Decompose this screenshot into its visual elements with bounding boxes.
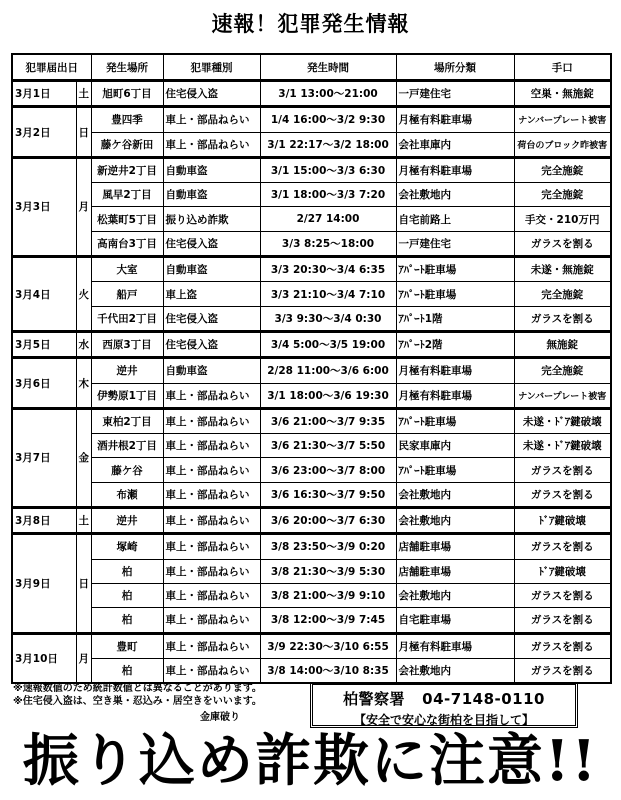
- method-cell: 未遂・ﾄﾞｱ鍵破壊: [514, 434, 611, 458]
- method-cell: ガラスを割る: [514, 231, 611, 256]
- place-cell: 風早2丁目: [91, 183, 163, 207]
- report-date: 3月3日: [12, 157, 76, 256]
- method-cell: 完全施錠: [514, 183, 611, 207]
- crime-type-cell: 自動車盗: [163, 157, 260, 182]
- crime-type-cell: 車上・部品ねらい: [163, 458, 260, 482]
- time-cell: 3/3 9:30～3/4 0:30: [260, 306, 396, 331]
- place-cell: 東柏2丁目: [91, 408, 163, 433]
- time-cell: 3/6 20:00～3/7 6:30: [260, 508, 396, 534]
- table-row: [12, 633, 611, 658]
- method-cell: 手交・210万円: [514, 207, 611, 231]
- location-cell: 会社敷地内: [396, 508, 514, 534]
- method-cell: 完全施錠: [514, 358, 611, 383]
- location-cell: ｱﾊﾟｰﾄ駐車場: [396, 257, 514, 282]
- crime-type-cell: 車上・部品ねらい: [163, 559, 260, 583]
- table-row: [12, 534, 611, 559]
- police-contact-box: [310, 682, 578, 728]
- report-date: 3月2日: [12, 107, 76, 158]
- table-row: [12, 231, 611, 256]
- time-cell: 3/3 20:30～3/4 6:35: [260, 257, 396, 282]
- time-cell: 3/1 18:00～3/6 19:30: [260, 383, 396, 408]
- location-cell: ｱﾊﾟｰﾄ1階: [396, 306, 514, 331]
- method-cell: 完全施錠: [514, 157, 611, 182]
- crime-type-cell: 車上・部品ねらい: [163, 508, 260, 534]
- location-cell: 一戸建住宅: [396, 231, 514, 256]
- report-weekday: 月: [76, 157, 91, 256]
- location-cell: 月極有料駐車場: [396, 383, 514, 408]
- report-weekday: 金: [76, 408, 91, 507]
- place-cell: 旭町6丁目: [91, 81, 163, 107]
- report-date: 3月8日: [12, 508, 76, 534]
- location-cell: ｱﾊﾟｰﾄ2階: [396, 331, 514, 357]
- method-cell: 無施錠: [514, 331, 611, 357]
- report-weekday: 日: [76, 534, 91, 633]
- header-method: 手口: [514, 54, 611, 81]
- crime-type-cell: 車上・部品ねらい: [163, 534, 260, 559]
- crime-type-cell: 住宅侵入盗: [163, 231, 260, 256]
- location-cell: 会社敷地内: [396, 583, 514, 607]
- location-cell: 店舗駐車場: [396, 534, 514, 559]
- report-date: 3月9日: [12, 534, 76, 633]
- report-weekday: 土: [76, 81, 91, 107]
- place-cell: 逆井: [91, 508, 163, 534]
- police-slogan: 【安全で安心な街柏を目指して】: [353, 713, 534, 727]
- method-cell: ナンバープレート被害: [514, 383, 611, 408]
- method-cell: 荷台のブロック昨被害: [514, 132, 611, 157]
- report-weekday: 水: [76, 331, 91, 357]
- method-cell: ガラスを割る: [514, 633, 611, 658]
- time-cell: 3/1 15:00～3/3 6:30: [260, 157, 396, 182]
- method-cell: ガラスを割る: [514, 608, 611, 633]
- crime-type-cell: 車上・部品ねらい: [163, 658, 260, 683]
- table-row: [12, 608, 611, 633]
- crime-type-cell: 自動車盗: [163, 358, 260, 383]
- place-cell: 高南台3丁目: [91, 231, 163, 256]
- method-cell: ﾄﾞｱ鍵破壊: [514, 508, 611, 534]
- crime-type-cell: 車上・部品ねらい: [163, 633, 260, 658]
- report-date: 3月4日: [12, 257, 76, 332]
- location-cell: 月極有料駐車場: [396, 358, 514, 383]
- page-title: 速報！犯罪発生情報: [211, 12, 410, 36]
- table-row: [12, 559, 611, 583]
- footnote: ※住宅侵入盗は、空き巣・忍込み・居空きをいいます。: [13, 696, 262, 707]
- crime-type-cell: 自動車盗: [163, 183, 260, 207]
- place-cell: 布瀬: [91, 482, 163, 507]
- location-cell: 店舗駐車場: [396, 559, 514, 583]
- report-date: 3月6日: [12, 358, 76, 409]
- time-cell: 3/8 12:00～3/9 7:45: [260, 608, 396, 633]
- table-row: [12, 583, 611, 607]
- crime-type-cell: 自動車盗: [163, 257, 260, 282]
- location-cell: ｱﾊﾟｰﾄ駐車場: [396, 458, 514, 482]
- method-cell: 空巣・無施錠: [514, 81, 611, 107]
- place-cell: 柏: [91, 658, 163, 683]
- crime-type-cell: 車上・部品ねらい: [163, 583, 260, 607]
- police-name-phone: [313, 688, 575, 709]
- time-cell: 3/6 21:30～3/7 5:50: [260, 434, 396, 458]
- report-weekday: 日: [76, 107, 91, 158]
- footnotes: [13, 682, 262, 708]
- header-place: 発生場所: [91, 54, 163, 81]
- location-cell: 月極有料駐車場: [396, 107, 514, 132]
- location-cell: 民家車庫内: [396, 434, 514, 458]
- location-cell: 会社敷地内: [396, 183, 514, 207]
- time-cell: 3/8 21:30～3/9 5:30: [260, 559, 396, 583]
- table-header-row: [12, 54, 611, 81]
- place-cell: 西原3丁目: [91, 331, 163, 357]
- method-cell: ガラスを割る: [514, 534, 611, 559]
- table-row: [12, 81, 611, 107]
- report-weekday: 土: [76, 508, 91, 534]
- method-cell: ガラスを割る: [514, 482, 611, 507]
- place-cell: 新逆井2丁目: [91, 157, 163, 182]
- table-row: [12, 331, 611, 357]
- table-row: [12, 508, 611, 534]
- time-cell: 3/3 8:25～18:00: [260, 231, 396, 256]
- method-cell: ガラスを割る: [514, 583, 611, 607]
- time-cell: 2/27 14:00: [260, 207, 396, 231]
- report-date: 3月7日: [12, 408, 76, 507]
- method-cell: ガラスを割る: [514, 458, 611, 482]
- place-cell: 豊四季: [91, 107, 163, 132]
- police-name: 柏警察署: [342, 690, 405, 708]
- time-cell: 3/8 21:00～3/9 9:10: [260, 583, 396, 607]
- location-cell: 自宅前路上: [396, 207, 514, 231]
- time-cell: 3/6 16:30～3/7 9:50: [260, 482, 396, 507]
- place-cell: 松葉町5丁目: [91, 207, 163, 231]
- table-row: [12, 434, 611, 458]
- method-cell: ナンバープレート被害: [514, 107, 611, 132]
- place-cell: 塚崎: [91, 534, 163, 559]
- crime-type-cell: 車上・部品ねらい: [163, 383, 260, 408]
- header-date: 犯罪届出日: [12, 54, 91, 81]
- place-cell: 豊町: [91, 633, 163, 658]
- method-cell: ガラスを割る: [514, 306, 611, 331]
- method-cell: 未遂・ﾄﾞｱ鍵破壊: [514, 408, 611, 433]
- location-cell: 月極有料駐車場: [396, 633, 514, 658]
- time-cell: 2/28 11:00～3/6 6:00: [260, 358, 396, 383]
- location-cell: ｱﾊﾟｰﾄ駐車場: [396, 408, 514, 433]
- time-cell: 3/4 5:00～3/5 19:00: [260, 331, 396, 357]
- note-kinko: 金庫破り: [200, 712, 240, 723]
- place-cell: 逆井: [91, 358, 163, 383]
- table-row: [12, 157, 611, 182]
- location-cell: 一戸建住宅: [396, 81, 514, 107]
- place-cell: 千代田2丁目: [91, 306, 163, 331]
- method-cell: ﾄﾞｱ鍵破壊: [514, 559, 611, 583]
- crime-type-cell: 住宅侵入盗: [163, 331, 260, 357]
- crime-type-cell: 車上・部品ねらい: [163, 608, 260, 633]
- table-body: [12, 81, 611, 684]
- table-row: [12, 358, 611, 383]
- report-weekday: 火: [76, 257, 91, 332]
- place-cell: 船戸: [91, 282, 163, 306]
- place-cell: 柏: [91, 583, 163, 607]
- location-cell: 会社敷地内: [396, 482, 514, 507]
- table-row: [12, 282, 611, 306]
- police-phone: 04-7148-0110: [422, 690, 545, 708]
- table-row: [12, 257, 611, 282]
- time-cell: 3/1 18:00～3/3 7:20: [260, 183, 396, 207]
- report-weekday: 木: [76, 358, 91, 409]
- warning-banner: 振り込め詐欺に注意!!: [22, 728, 599, 794]
- location-cell: 会社車庫内: [396, 132, 514, 157]
- time-cell: 3/3 21:10～3/4 7:10: [260, 282, 396, 306]
- table-row: [12, 482, 611, 507]
- table-row: [12, 207, 611, 231]
- place-cell: 酒井根2丁目: [91, 434, 163, 458]
- time-cell: 3/1 13:00～21:00: [260, 81, 396, 107]
- method-cell: ガラスを割る: [514, 658, 611, 683]
- header-location: 場所分類: [396, 54, 514, 81]
- table-row: [12, 306, 611, 331]
- table-row: [12, 458, 611, 482]
- place-cell: 藤ケ谷: [91, 458, 163, 482]
- crime-type-cell: 車上・部品ねらい: [163, 434, 260, 458]
- table-row: [12, 132, 611, 157]
- location-cell: ｱﾊﾟｰﾄ駐車場: [396, 282, 514, 306]
- location-cell: 会社敷地内: [396, 658, 514, 683]
- crime-type-cell: 住宅侵入盗: [163, 81, 260, 107]
- time-cell: 3/8 14:00～3/10 8:35: [260, 658, 396, 683]
- table-row: [12, 107, 611, 132]
- report-date: 3月10日: [12, 633, 76, 683]
- time-cell: 3/6 23:00～3/7 8:00: [260, 458, 396, 482]
- header-time: 発生時間: [260, 54, 396, 81]
- crime-type-cell: 車上盗: [163, 282, 260, 306]
- table-row: [12, 408, 611, 433]
- crime-table: [11, 53, 612, 684]
- crime-type-cell: 車上・部品ねらい: [163, 132, 260, 157]
- time-cell: 1/4 16:00～3/2 9:30: [260, 107, 396, 132]
- time-cell: 3/6 21:00～3/7 9:35: [260, 408, 396, 433]
- place-cell: 柏: [91, 559, 163, 583]
- footnote: ※速報数値のため統計数値とは異なることがあります。: [13, 683, 262, 694]
- time-cell: 3/1 22:17～3/2 18:00: [260, 132, 396, 157]
- report-date: 3月1日: [12, 81, 76, 107]
- report-date: 3月5日: [12, 331, 76, 357]
- place-cell: 藤ケ谷新田: [91, 132, 163, 157]
- method-cell: 完全施錠: [514, 282, 611, 306]
- location-cell: 自宅駐車場: [396, 608, 514, 633]
- place-cell: 伊勢原1丁目: [91, 383, 163, 408]
- time-cell: 3/9 22:30～3/10 6:55: [260, 633, 396, 658]
- time-cell: 3/8 23:50～3/9 0:20: [260, 534, 396, 559]
- crime-type-cell: 住宅侵入盗: [163, 306, 260, 331]
- method-cell: 未遂・無施錠: [514, 257, 611, 282]
- table-row: [12, 183, 611, 207]
- crime-type-cell: 振り込め詐欺: [163, 207, 260, 231]
- location-cell: 月極有料駐車場: [396, 157, 514, 182]
- crime-type-cell: 車上・部品ねらい: [163, 482, 260, 507]
- crime-type-cell: 車上・部品ねらい: [163, 408, 260, 433]
- place-cell: 柏: [91, 608, 163, 633]
- crime-type-cell: 車上・部品ねらい: [163, 107, 260, 132]
- place-cell: 大室: [91, 257, 163, 282]
- table-row: [12, 383, 611, 408]
- header-type: 犯罪種別: [163, 54, 260, 81]
- table-row: [12, 658, 611, 683]
- report-weekday: 月: [76, 633, 91, 683]
